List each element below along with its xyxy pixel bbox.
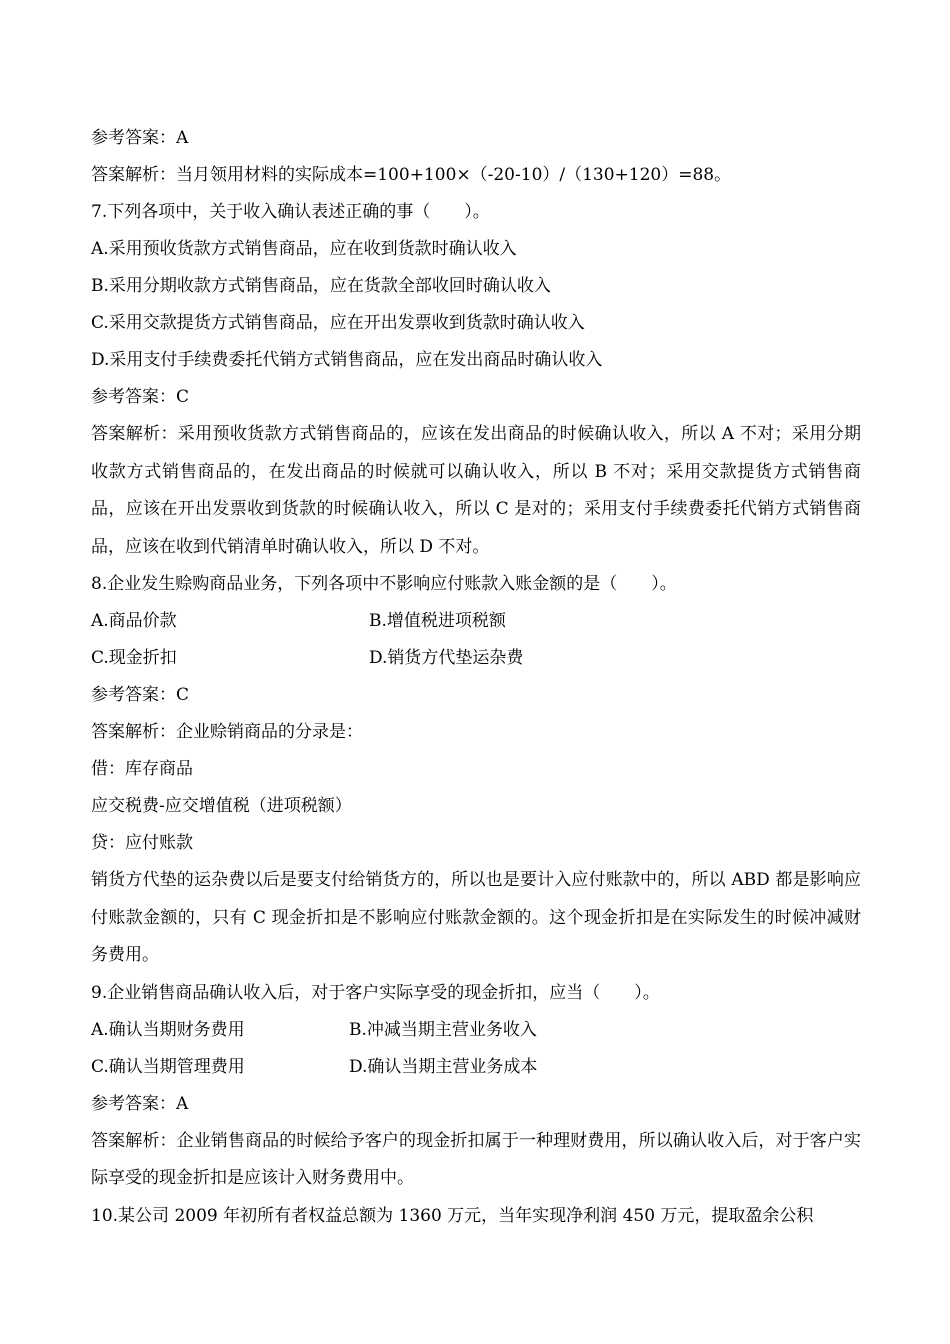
q7-option-c: C.采用交款提货方式销售商品，应在开出发票收到货款时确认收入 bbox=[91, 313, 585, 333]
q8-option-b: B.增值税进项税额 bbox=[369, 611, 506, 631]
q7-option-d: D.采用支付手续费委托代销方式销售商品，应在发出商品时确认收入 bbox=[91, 350, 603, 370]
q8-entry-tax: 应交税费-应交增值税（进项税额） bbox=[91, 796, 352, 816]
q7-option-b: B.采用分期收款方式销售商品，应在货款全部收回时确认收入 bbox=[91, 276, 551, 296]
q8-explanation-rest: 销货方代垫的运杂费以后是要支付给销货方的，所以也是要计入应付账款中的，所以 ABD 都是影响应付账款金额的，只有 C 现金折扣是不影响应付账款金额的。这个现金折扣是在实际发生的时候冲减财务费用。 bbox=[91, 870, 861, 965]
q9-option-c: C.确认当期管理费用 bbox=[91, 1056, 245, 1077]
q9-options-row-1 bbox=[91, 1012, 861, 1049]
q8-options-row-1 bbox=[91, 603, 861, 640]
q8-option-d: D.销货方代垫运杂费 bbox=[369, 648, 524, 668]
q8-question: 8.企业发生赊购商品业务，下列各项中不影响应付账款入账金额的是（ ）。 bbox=[91, 574, 677, 594]
q9-option-d: D.确认当期主营业务成本 bbox=[349, 1056, 538, 1077]
q8-option-a: A.商品价款 bbox=[91, 611, 177, 631]
document-body bbox=[91, 120, 861, 1235]
q7-answer: 参考答案：C bbox=[91, 387, 190, 407]
q8-options-row-2 bbox=[91, 640, 861, 677]
q9-question: 9.企业销售商品确认收入后，对于客户实际享受的现金折扣，应当（ ）。 bbox=[91, 982, 660, 1003]
q8-entry-credit: 贷：应付账款 bbox=[91, 833, 193, 853]
q7-option-a: A.采用预收货款方式销售商品，应在收到货款时确认收入 bbox=[91, 239, 517, 259]
q9-options-row-2 bbox=[91, 1049, 861, 1086]
q8-explanation-intro: 答案解析：企业赊销商品的分录是： bbox=[91, 722, 363, 742]
q10-question-start: 10.某公司 2009 年初所有者权益总额为 1360 万元，当年实现净利润 450 万元，提取盈余公积 bbox=[91, 1205, 814, 1226]
q9-explanation: 答案解析：企业销售商品的时候给予客户的现金折扣属于一种理财费用，所以确认收入后，对于客户实际享受的现金折扣是应该计入财务费用中。 bbox=[91, 1130, 861, 1188]
q7-question: 7.下列各项中，关于收入确认表述正确的事（ ）。 bbox=[91, 202, 490, 222]
q7-explanation: 答案解析：采用预收货款方式销售商品的，应该在发出商品的时候确认收入，所以 A 不对；采用分期收款方式销售商品的，在发出商品的时候就可以确认收入，所以 B 不对；采用交款提货方式销售商品，应该在开出发票收到货款的时候确认收入，所以 C 是对的；采用支付手续费委托代销方式销售商品，应该在收到代销清单时确认收入，所以 D 不对。 bbox=[91, 424, 861, 557]
q8-entry-debit: 借：库存商品 bbox=[91, 759, 193, 779]
q9-answer: 参考答案：A bbox=[91, 1093, 189, 1114]
q8-option-c: C.现金折扣 bbox=[91, 648, 177, 668]
q9-option-a: A.确认当期财务费用 bbox=[91, 1019, 245, 1040]
q6-answer: 参考答案：A bbox=[91, 128, 189, 148]
q6-explanation: 答案解析：当月领用材料的实际成本=100+100×（-20-10）/（130+120）=88。 bbox=[91, 165, 732, 185]
q9-option-b: B.冲减当期主营业务收入 bbox=[349, 1019, 537, 1040]
q8-answer: 参考答案：C bbox=[91, 685, 190, 705]
